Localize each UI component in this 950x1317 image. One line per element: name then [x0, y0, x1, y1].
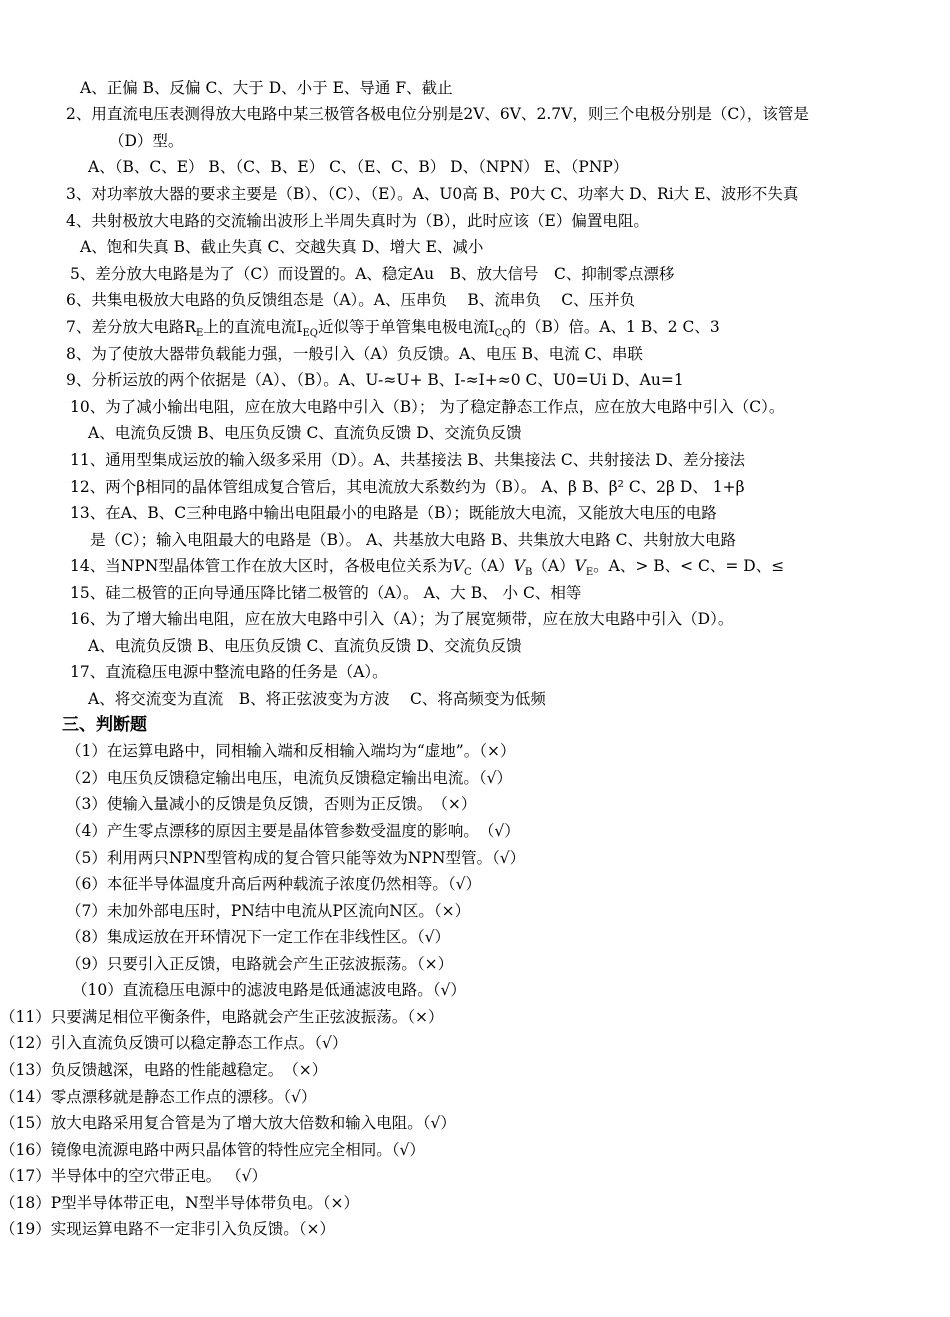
- question-14: 14、当NPN型晶体管工作在放大区时，各极电位关系为$V_C(A)V_B(A)V_E$。A、> B、< C、= D、≤: [70, 557, 785, 579]
- judge-item: （12）引入直流负反馈可以稳定静态工作点。（√）: [0, 1034, 348, 1052]
- judge-item: （8）集成运放在开环情况下一定工作在非线性区。（√）: [66, 928, 450, 946]
- q2-options: A、（B、C、E） B、（C、B、E） C、（E、C、B） D、（NPN） E、（PNP）: [88, 158, 629, 176]
- judge-item: （1）在运算电路中，同相输入端和反相输入端均为“虚地”。（×）: [66, 742, 516, 760]
- question-5: 5、差分放大电路是为了（C）而设置的。A、稳定Au B、放大信号 C、抑制零点漂移: [70, 265, 675, 283]
- judge-item: （3）使输入量减小的反馈是负反馈，否则为正反馈。 （×）: [66, 795, 477, 813]
- judge-item: （10）直流稳压电源中的滤波电路是低通滤波电路。（√）: [72, 981, 466, 999]
- judge-item: （19）实现运算电路不一定非引入负反馈。（×）: [0, 1220, 335, 1238]
- q10-options: A、电流负反馈 B、电压负反馈 C、直流负反馈 D、交流负反馈: [88, 424, 522, 442]
- question-12: 12、两个β相同的晶体管组成复合管后，其电流放大系数约为（B）。 A、β B、β² C、2β D、 1+β: [70, 478, 745, 496]
- question-13-continued: 是（C）；输入电阻最大的电路是（B）。 A、共基放大电路 B、共集放大电路 C、共射放大电路: [90, 531, 736, 549]
- question-8: 8、为了使放大器带负载能力强，一般引入（A）负反馈。A、电压 B、电流 C、串联: [66, 345, 643, 363]
- judge-item: （17）半导体中的空穴带正电。 （√）: [0, 1167, 268, 1185]
- question-10: 10、为了减小输出电阻，应在放大电路中引入（B）； 为了稳定静态工作点，应在放大电路中引入（C）。: [70, 398, 785, 416]
- question-17: 17、直流稳压电源中整流电路的任务是（A）。: [70, 663, 388, 681]
- judge-item: （2）电压负反馈稳定输出电压，电流负反馈稳定输出电流。（√）: [66, 769, 512, 787]
- question-13: 13、在A、B、C三种电路中输出电阻最小的电路是（B）；既能放大电流，又能放大电压的电路: [70, 504, 717, 522]
- question-2-continued: （D）型。: [109, 132, 184, 150]
- judge-item: （5）利用两只NPN型管构成的复合管只能等效为NPN型管。（√）: [66, 849, 526, 867]
- question-7: 7、差分放大电路$R_E$上的直流电流$I_{EQ}$近似等于单管集电极电流$I_{CQ}$的（B）倍。A、1 B、2 C、3: [66, 318, 720, 340]
- question-9: 9、分析运放的两个依据是（A）、（B）。A、U-≈U+ B、I-≈I+≈0 C、U0=Ui D、Au=1: [66, 371, 684, 389]
- judge-item: （9）只要引入正反馈，电路就会产生正弦波振荡。（×）: [66, 955, 454, 973]
- judge-item: （7）未加外部电压时，PN结中电流从P区流向N区。（×）: [66, 902, 471, 920]
- judge-item: （14）零点漂移就是静态工作点的漂移。（√）: [0, 1088, 317, 1106]
- judge-item: （13）负反馈越深，电路的性能越稳定。 （×）: [0, 1061, 328, 1079]
- question-3: 3、对功率放大器的要求主要是（B）、（C）、（E）。A、U0高 B、P0大 C、功率大 D、Ri大 E、波形不失真: [66, 185, 799, 203]
- question-2: 2、用直流电压表测得放大电路中某三极管各极电位分别是2V、6V、2.7V，则三个电极分别是（C），该管是: [66, 105, 809, 123]
- judge-item: （16）镜像电流源电路中两只晶体管的特性应完全相同。（√）: [0, 1141, 425, 1159]
- question-11: 11、通用型集成运放的输入级多采用（D）。A、共基接法 B、共集接法 C、共射接法 D、差分接法: [70, 451, 746, 469]
- q16-options: A、电流负反馈 B、电压负反馈 C、直流负反馈 D、交流负反馈: [88, 637, 522, 655]
- judge-item: （18）P型半导体带正电，N型半导体带负电。（×）: [0, 1194, 359, 1212]
- section-heading: 三、判断题: [62, 715, 147, 735]
- q4-options: A、饱和失真 B、截止失真 C、交越失真 D、增大 E、减小: [80, 238, 484, 256]
- question-15: 15、硅二极管的正向导通压降比锗二极管的（A）。 A、大 B、 小 C、相等: [70, 584, 582, 602]
- question-4: 4、共射极放大电路的交流输出波形上半周失真时为（B），此时应该（E）偏置电阻。: [66, 212, 649, 230]
- q1-options: A、正偏 B、反偏 C、大于 D、小于 E、导通 F、截止: [80, 79, 453, 97]
- question-6: 6、共集电极放大电路的负反馈组态是（A）。A、压串负 B、流串负 C、压并负: [66, 291, 636, 309]
- judge-item: （6）本征半导体温度升高后两种载流子浓度仍然相等。（√）: [66, 875, 481, 893]
- judge-item: （4）产生零点漂移的原因主要是晶体管参数受温度的影响。 （√）: [66, 822, 520, 840]
- q17-options: A、将交流变为直流 B、将正弦波变为方波 C、将高频变为低频: [88, 690, 546, 708]
- judge-item: （11）只要满足相位平衡条件，电路就会产生正弦波振荡。（×）: [0, 1008, 444, 1026]
- question-16: 16、为了增大输出电阻，应在放大电路中引入（A）；为了展宽频带，应在放大电路中引入（D）。: [70, 610, 734, 628]
- judge-item: （15）放大电路采用复合管是为了增大放大倍数和输入电阻。（√）: [0, 1114, 456, 1132]
